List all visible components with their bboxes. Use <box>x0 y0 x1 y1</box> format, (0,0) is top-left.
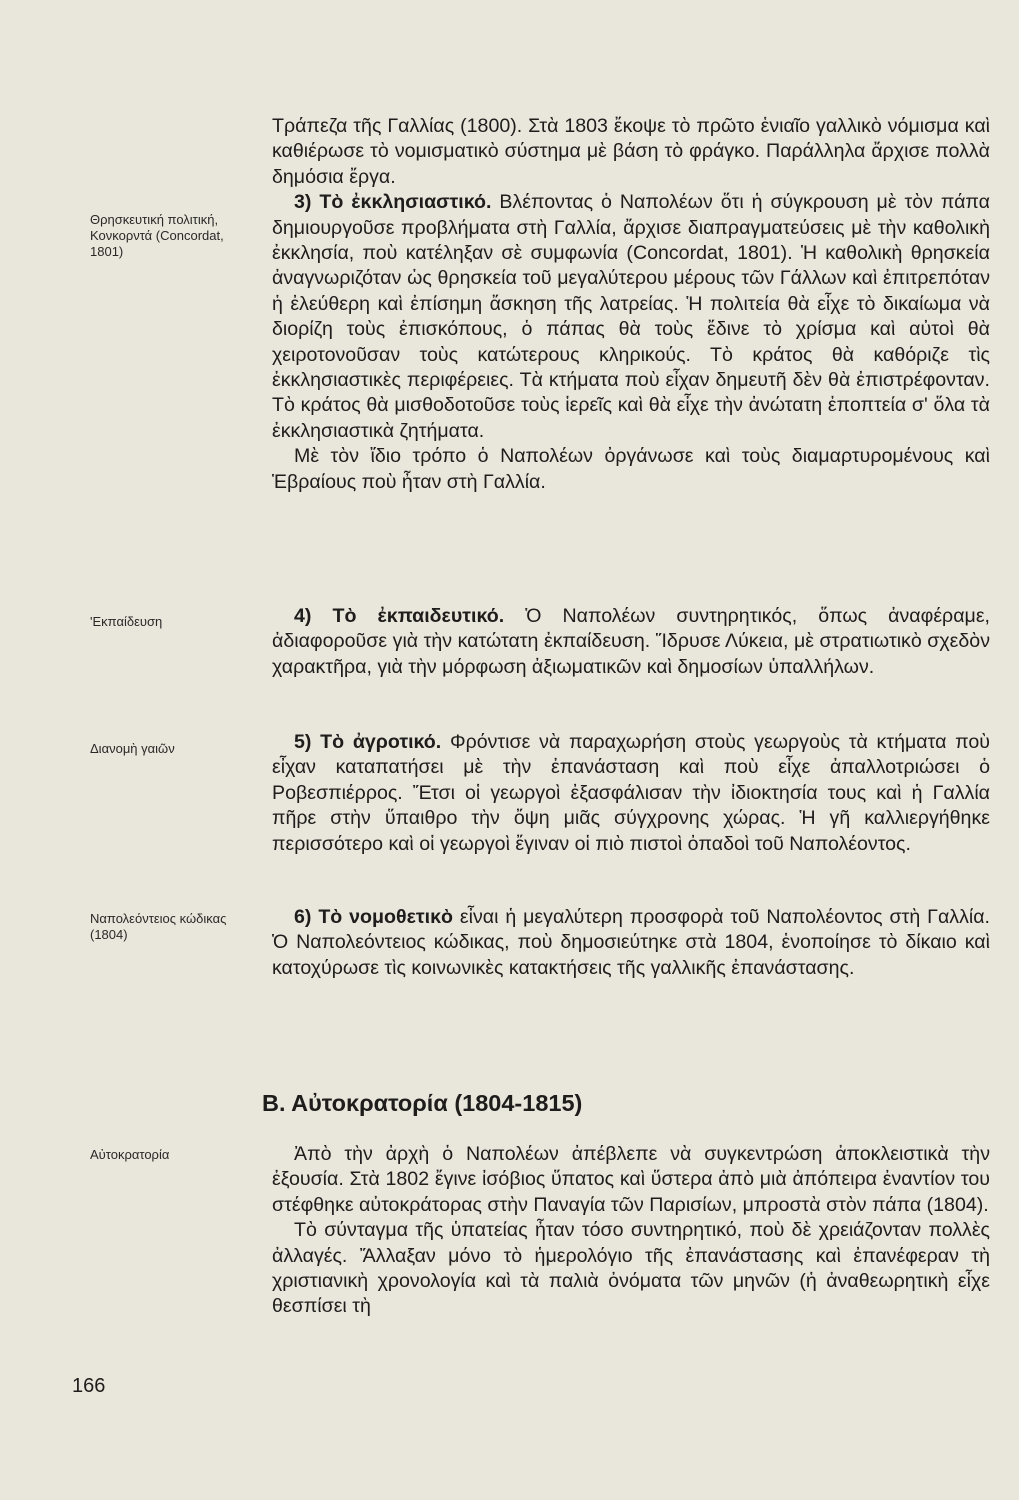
text-block-agriculture <box>272 730 990 857</box>
paragraph-church-body: Βλέποντας ὁ Ναπολέων ὅτι ἡ σύγκρουση μὲ τὸν πάπα δημιουργοῦσε προβλήματα στὴ Γαλλία, ἄρχισε διαπραγματεύσεις μὲ τὴν καθολικὴ ἐκκλησία, ποὺ κατέληξαν σὲ συμφωνία (Concordat, 1801). Ἡ καθολικὴ θρησκεία ἀναγνωριζόταν ὡς θρησκεία τοῦ μεγαλύτερου μέρους τῶν Γάλλων καὶ ἐπιτρεπόταν ἡ ἐλεύθερη καὶ ἐπίσημη ἄσκηση τῆς λατρείας. Ἡ πολιτεία θὰ εἶχε τὸ δικαίωμα νὰ διορίζη τοὺς ἐπισκόπους, ὁ πάπας θὰ τοὺς ἔδινε τὸ χρίσμα καὶ αὐτοὶ θὰ χειροτονοῦσαν τοὺς κατώτερους κληρικούς. Τὸ κράτος θὰ καθόριζε τὶς ἐκκλησιαστικὲς περιφέρειες. Τὰ κτήματα ποὺ εἶχαν δημευτῆ δὲν θὰ ἐπιστρέφονταν. Τὸ κράτος θὰ μισθοδοτοῦσε τοὺς ἱερεῖς καὶ θὰ εἶχε τὴν ἀνώτατη ἐποπτεία σ' ὅλα τὰ ἐκκλησιαστικὰ ζητήματα. <box>272 191 990 442</box>
paragraph-church <box>272 190 990 444</box>
margin-note-empire: Αὐτοκρατορία <box>90 1147 170 1162</box>
paragraph-currency: Τράπεζα τῆς Γαλλίας (1800). Στὰ 1803 ἔκοψε τὸ πρῶτο ἑνιαῖο γαλλικὸ νόμισμα καὶ καθιέρωσε τὸ νομισματικὸ σύστημα μὲ βάση τὸ φράγκο. Παράλληλα ἄρχισε πολλὰ δημόσια ἔργα. <box>272 115 990 188</box>
text-block-church <box>272 114 990 495</box>
heading-church: 3) Τὸ ἐκκλησιαστικό. <box>294 191 492 214</box>
page-number: 166 <box>72 1375 106 1397</box>
margin-note-code: Ναπολεόντειος κώδικας (1804) <box>90 911 227 942</box>
paragraph-education-body: Ὁ Ναπολέων συντηρητικός, ὅπως ἀναφέραμε, ἀδιαφοροῦσε γιὰ τὴν κατώτατη ἐκπαίδευση. Ἵδρυσε Λύκεια, μὲ στρατιωτικὸ σχεδὸν χαρακτῆρα, γιὰ τὴν μόρφωση ἀξιωματικῶν καὶ δημοσίων ὑπαλλήλων. <box>272 605 990 678</box>
heading-legislation: 6) Τὸ νομοθετικὸ <box>294 906 453 928</box>
paragraph-agriculture-body: Φρόντισε νὰ παραχωρήση στοὺς γεωργοὺς τὰ κτήματα ποὺ εἶχαν καταπατήσει μὲ τὴν ἐπανάσταση καὶ ποὺ εἶχε ἀπαλλοτριώσει ὁ Ροβεσπιέρρος. Ἔτσι οἱ γεωργοὶ ἐξασφάλισαν τὴν ἰδιοκτησία τους καὶ ἡ Γαλλία πῆρε στὴν ὕπαιθρο τὴν ὄψη μιᾶς σύγχρονης χώρας. Ἡ γῆ καλλιεργήθηκε περισσότερο καὶ οἱ γεωργοὶ ἔγιναν οἱ πιὸ πιστοὶ ὀπαδοὶ τοῦ Ναπολέοντος. <box>272 731 990 855</box>
paragraph-education <box>272 604 990 680</box>
paragraph-legislation <box>272 905 990 981</box>
paragraph-empire: Ἀπὸ τὴν ἀρχὴ ὁ Ναπολέων ἀπέβλεπε νὰ συγκεντρώση ἀποκλειστικὰ τὴν ἐξουσία. Στὰ 1802 ἔγινε ἰσόβιος ὕπατος καὶ ὕστερα ἀπὸ μιὰ ἀπόπειρα ἐναντίον του στέφθηκε αὐτοκράτορας στὴν Παναγία τῶν Παρισίων, μπροστὰ στὸν πάπα (1804). <box>272 1143 990 1216</box>
text-block-legislation <box>272 905 990 981</box>
paragraph-constitution: Τὸ σύνταγμα τῆς ὑπατείας ἦταν τόσο συντηρητικό, ποὺ δὲ χρειάζονταν πολλὲς ἀλλαγές. Ἄλλαξαν μόνο τὸ ἡμερολόγιο τῆς ἐπανάστασης καὶ ἐπανέφεραν τὴ χριστιανικὴ χρονολογία καὶ τὰ παλιὰ ὀνόματα τῶν μηνῶν (ἡ ἀναθεωρητικὴ εἶχε θεσπίσει τὴ <box>272 1219 990 1318</box>
paragraph-agriculture <box>272 730 990 857</box>
margin-note-religion: Θρησκευτική πολιτική, Κονκορντά (Concordat, 1801) <box>90 212 224 259</box>
margin-note-education: 'Εκπαίδευση <box>90 614 163 629</box>
heading-education: 4) Τὸ ἐκπαιδευτικό. <box>294 605 505 627</box>
section-title-empire: Β. Αὐτοκρατορία (1804-1815) <box>262 1090 583 1116</box>
heading-agriculture: 5) Τὸ ἀγροτικό. <box>294 731 442 753</box>
paragraph-protestants: Μὲ τὸν ἴδιο τρόπο ὁ Ναπολέων ὀργάνωσε καὶ τοὺς διαμαρτυρομένους καὶ Ἑβραίους ποὺ ἦταν στὴ Γαλλία. <box>272 445 990 493</box>
text-block-empire <box>272 1142 990 1320</box>
margin-note-land: Διανομὴ γαιῶν <box>90 741 175 756</box>
text-block-education <box>272 604 990 680</box>
paragraph-legislation-body: εἶναι ἡ μεγαλύτερη προσφορὰ τοῦ Ναπολέοντος στὴ Γαλλία. Ὁ Ναπολεόντειος κώδικας, ποὺ δημοσιεύτηκε στὰ 1804, ἑνοποίησε τὸ δίκαιο καὶ κατοχύρωσε τὶς κοινωνικὲς κατακτήσεις τῆς γαλλικῆς ἐπανάστασης. <box>272 906 990 979</box>
